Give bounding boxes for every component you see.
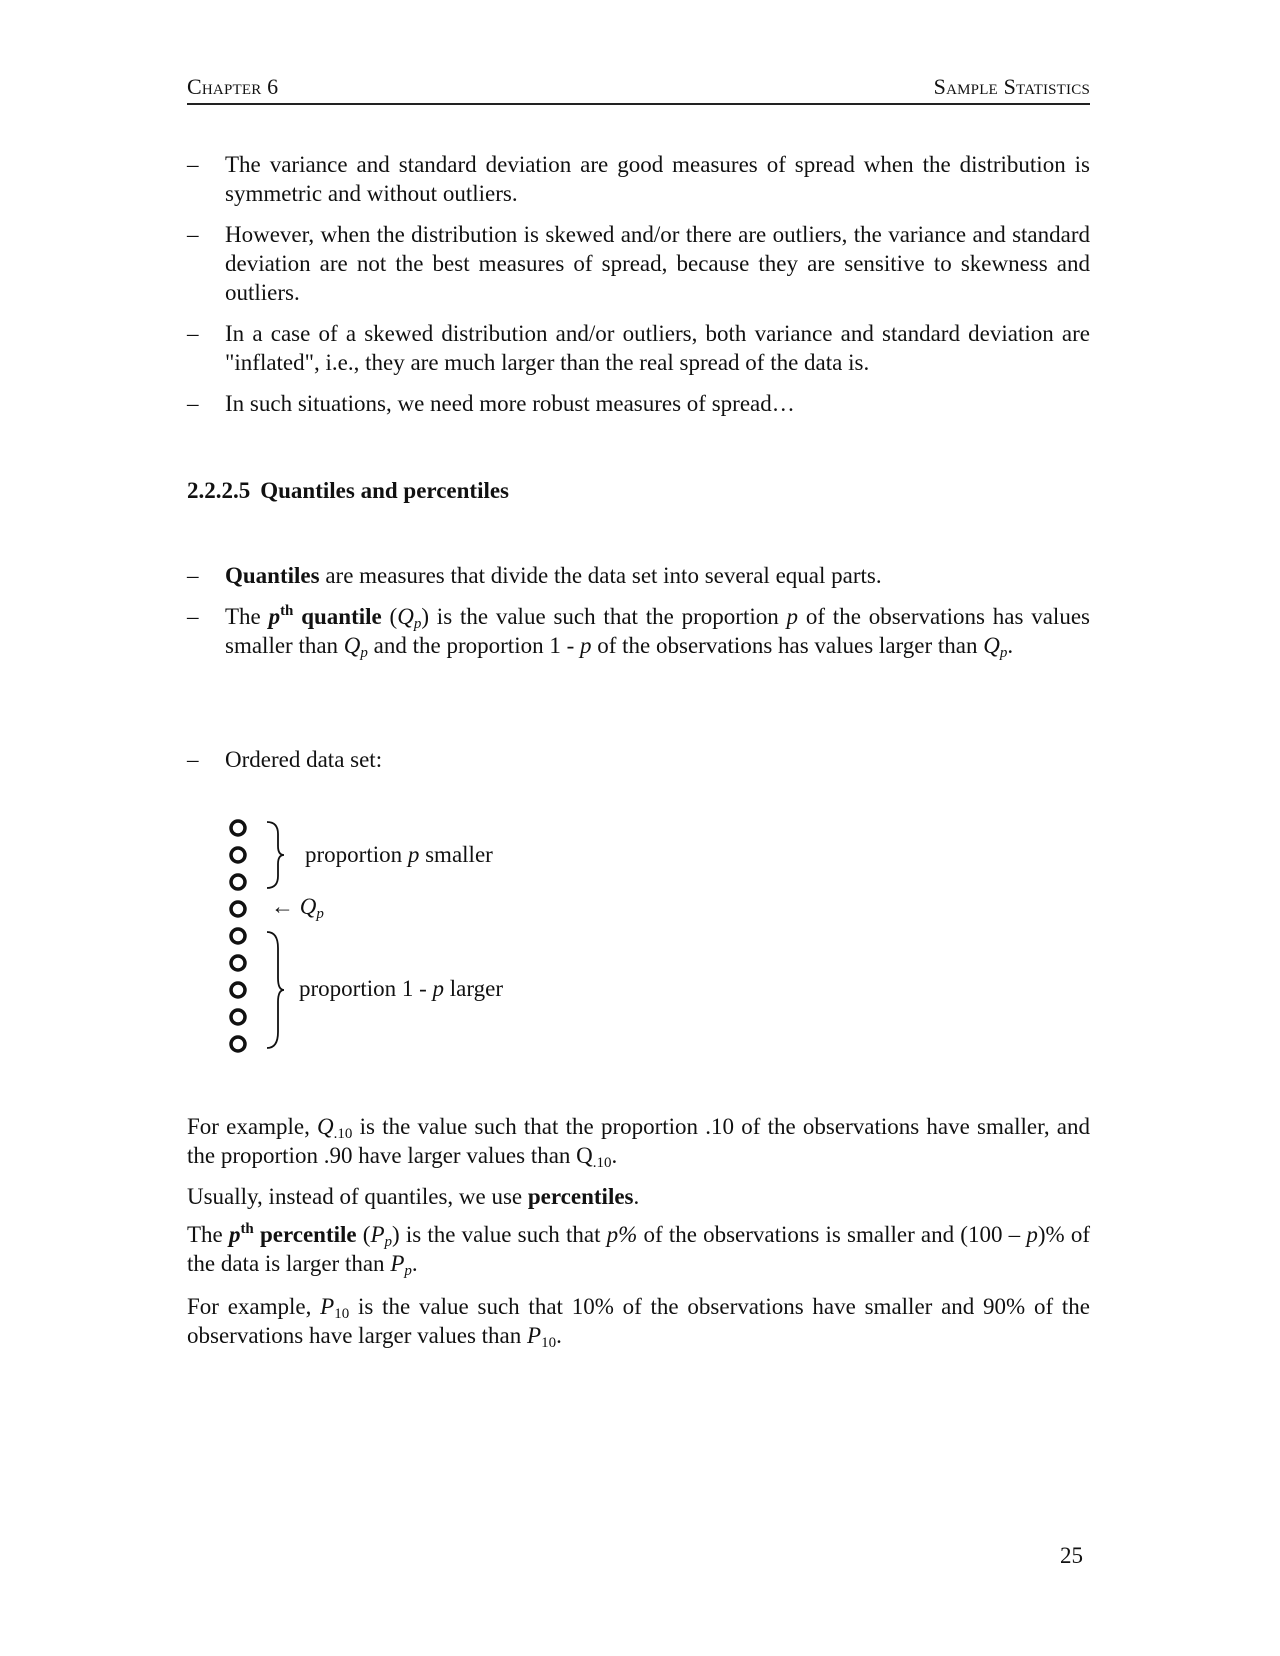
data-point [231, 875, 245, 889]
dash-bullet: – [187, 222, 199, 247]
brace-larger [267, 932, 284, 1048]
data-point [231, 983, 245, 997]
list-item: – The variance and standard deviation are good measures of spread when the distribution is symmetric and without outliers. [187, 152, 1090, 206]
list-item-pth-quantile: – The $p^{th}$ quantile $(Q_p)$ is the value such that the proportion p of the observations has values smaller than $Q_p$ and the proportion 1 - p of the observations has values larger than $Q_p$. [187, 603, 1090, 661]
dash-bullet: – [187, 563, 199, 588]
section-title: Quantiles and percentiles [260, 478, 510, 503]
proportion-larger-label: proportion 1 - p larger [299, 976, 503, 1001]
data-point [231, 848, 245, 862]
list-item-quantiles: – Quantiles are measures that divide the data set into several equal parts. [187, 563, 882, 588]
percentiles-intro-paragraph: Usually, instead of quantiles, we use percentiles. [187, 1184, 640, 1209]
quantile-pointer: ← $Q_p$ [271, 894, 324, 922]
ordered-data-diagram [225, 810, 825, 1070]
page-number: 25 [1060, 1543, 1083, 1568]
section-heading [187, 478, 509, 504]
left-arrow-icon: ← [271, 894, 294, 919]
running-header [187, 74, 1090, 105]
data-point [231, 929, 245, 943]
dash-bullet: – [187, 321, 199, 346]
chapter-label: Chapter 6 [187, 74, 279, 99]
dash-bullet: – [187, 747, 199, 772]
example-quantile-paragraph: For example, $Q_{.10}$ is the value such that the proportion .10 of the observations have smaller, and the proportion .90 have larger values than $Q_{.10}$. [187, 1114, 1090, 1171]
dash-bullet: – [187, 604, 199, 629]
quantiles-list [187, 561, 1090, 672]
section-number: 2.2.2.5 [187, 478, 251, 503]
percentile-definition-paragraph: The $p^{th}$ percentile $(P_p)$ is the value such that p% of the observations is smaller and (100 – p)% of the data is larger than $P_p$. [187, 1221, 1090, 1279]
dash-bullet: – [187, 152, 199, 177]
data-point-quantile [231, 902, 245, 916]
example-percentile-paragraph: For example, $P_{10}$ is the value such that 10% of the observations have smaller and 90% of the observations have larger values than $P_{10}$. [187, 1294, 1090, 1351]
data-point [231, 1010, 245, 1024]
spread-notes-list [187, 150, 1090, 430]
data-point [231, 1037, 245, 1051]
dash-bullet: – [187, 391, 199, 416]
data-point [231, 956, 245, 970]
brace-smaller [267, 822, 284, 888]
chapter-title: Sample Statistics [933, 74, 1090, 99]
list-item: – In a case of a skewed distribution and/or outliers, both variance and standard deviation are "inflated", i.e., they are much larger than the real spread of the data is. [187, 321, 1090, 375]
data-point [231, 821, 245, 835]
ordered-data-list [187, 745, 1090, 786]
list-item: – In such situations, we need more robust measures of spread… [187, 391, 795, 416]
list-item-ordered: – Ordered data set: [187, 747, 383, 772]
proportion-smaller-label: proportion p smaller [305, 842, 493, 867]
list-item: – However, when the distribution is skewed and/or there are outliers, the variance and standard deviation are not the best measures of spread, because they are sensitive to skewness and outliers. [187, 222, 1090, 305]
